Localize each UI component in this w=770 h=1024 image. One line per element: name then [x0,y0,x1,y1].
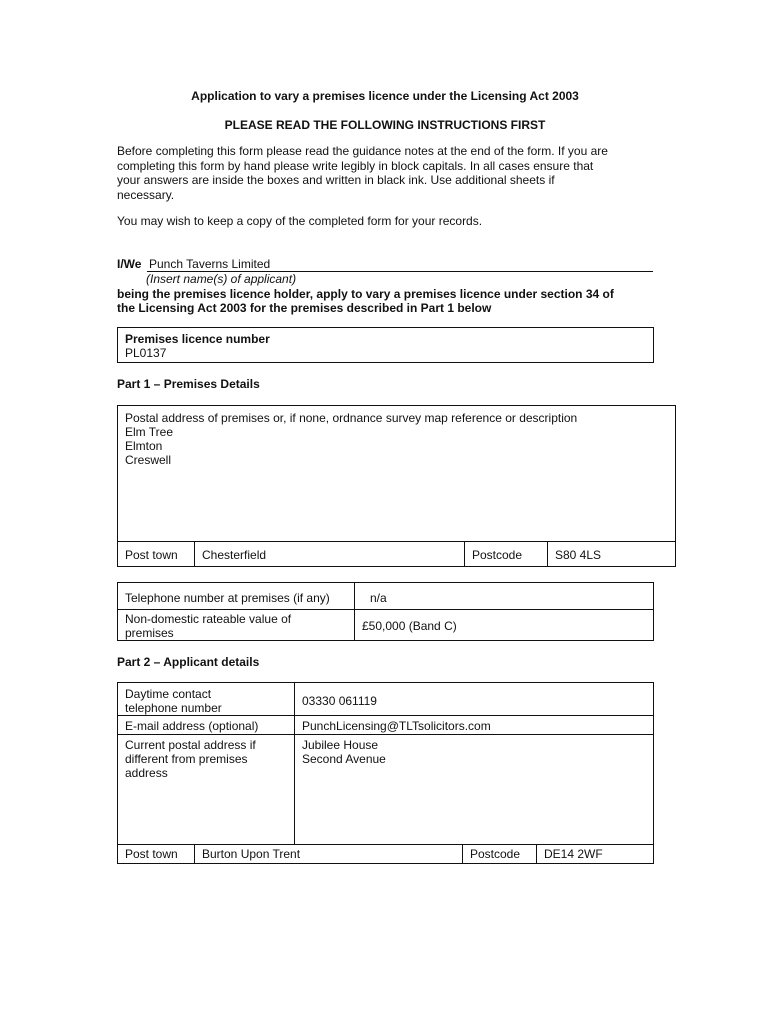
statement-line: the Licensing Act 2003 for the premises described in Part 1 below [117,301,492,315]
intro-line: Before completing this form please read the guidance notes at the end of the form. If you are [117,144,608,158]
divider [194,844,195,863]
applicant-address-line[interactable]: Jubilee House [302,738,379,752]
licence-number-box [117,327,654,363]
divider [194,541,195,567]
name-hint: (Insert name(s) of applicant) [146,272,297,286]
post-town-label: Post town [125,548,178,562]
licence-number-label: Premises licence number [125,332,270,346]
divider [118,609,653,610]
divider [536,844,537,863]
premises-address-label: Postal address of premises or, if none, ordnance survey map reference or description [125,411,578,425]
divider [464,541,465,567]
applicant-address-line[interactable]: Second Avenue [302,752,386,766]
divider [118,541,675,542]
intro-line: necessary. [117,187,175,202]
iwe-label: I/We [117,257,142,271]
intro-paragraph [117,144,657,202]
keep-copy-note: You may wish to keep a copy of the completed form for your records. [117,214,483,228]
postcode-field[interactable]: DE14 2WF [544,847,603,861]
applicant-address-label: Current postal address if [125,738,256,752]
applicant-name-field[interactable]: Punch Taverns Limited [149,257,271,271]
daytime-label: Daytime contact [125,687,212,701]
instructions-heading: PLEASE READ THE FOLLOWING INSTRUCTIONS FIRST [224,118,546,132]
daytime-label: telephone number [125,701,222,715]
post-town-field[interactable]: Burton Upon Trent [202,847,301,861]
postcode-field[interactable]: S80 4LS [555,548,602,562]
intro-line: your answers are inside the boxes and written in black ink. Use additional sheets if [117,173,555,187]
telephone-label: Telephone number at premises (if any) [125,591,330,605]
applicant-address-label: address [125,766,168,780]
form-title: Application to vary a premises licence under the Licensing Act 2003 [191,89,579,103]
telephone-field[interactable]: n/a [370,591,387,605]
email-field[interactable]: PunchLicensing@TLTsolicitors.com [302,719,491,733]
premises-address-line[interactable]: Creswell [125,453,172,467]
divider [462,844,463,863]
intro-line: completing this form by hand please write legibly in block capitals. In all cases ensure that [117,158,594,173]
rateable-label: premises [125,626,174,640]
post-town-field[interactable]: Chesterfield [202,548,267,562]
rateable-value-field[interactable]: £50,000 (Band C) [362,619,457,633]
part1-heading: Part 1 – Premises Details [117,377,260,391]
divider [118,734,653,735]
divider [547,541,548,567]
rateable-label: Non-domestic rateable value of [125,612,292,626]
premises-address-line[interactable]: Elm Tree [125,425,174,439]
postcode-label: Postcode [472,548,523,562]
daytime-phone-field[interactable]: 03330 061119 [302,694,377,708]
divider [118,844,653,845]
email-label: E-mail address (optional) [125,719,259,733]
premises-address-box [117,405,676,567]
applicant-address-label: different from premises [125,752,248,766]
premises-address-line[interactable]: Elmton [125,439,163,453]
premises-extra-box [117,582,654,641]
part2-heading: Part 2 – Applicant details [117,655,260,669]
applicant-details-box [117,682,654,864]
licence-number-field[interactable]: PL0137 [125,346,167,360]
divider [354,583,355,640]
statement-line: being the premises licence holder, apply to vary a premises licence under section 34 of [117,287,614,301]
postcode-label: Postcode [470,847,521,861]
divider [294,683,295,844]
post-town-label: Post town [125,847,178,861]
divider [118,715,653,716]
